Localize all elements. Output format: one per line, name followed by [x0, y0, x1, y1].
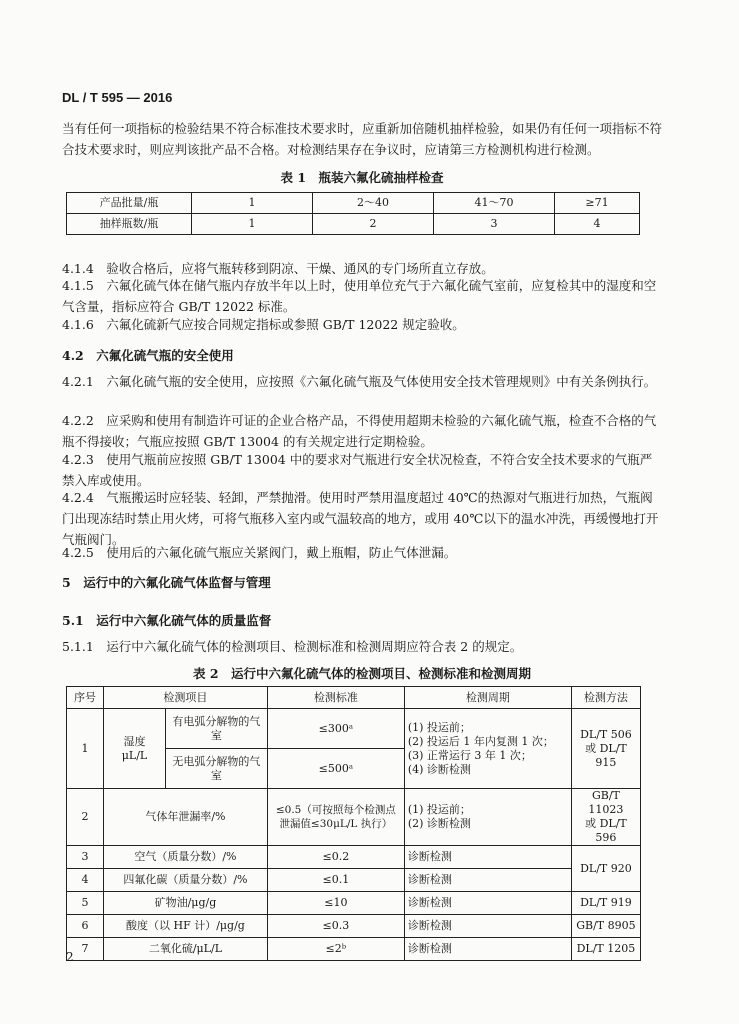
standard-value: ≤0.2: [267, 846, 404, 869]
table-cell: ≥71: [555, 193, 640, 214]
period-cell: (1) 投运前； (2) 诊断检测: [404, 789, 571, 846]
clause-4-1-5: 4.1.5 六氟化硫气体在储气瓶内存放半年以上时，使用单位充气于六氟化硫气室前，应复检其中的湿度和空气含量，指标应符合 GB/T 12022 标准。: [62, 278, 657, 314]
row-number: 2: [67, 789, 104, 846]
table-row: [67, 938, 641, 961]
row-number: 7: [67, 938, 104, 961]
page-number: 2: [66, 950, 74, 964]
row-number: 5: [67, 892, 104, 915]
heading-4-2: 4.2 六氟化硫气瓶的安全使用: [62, 348, 234, 363]
sub-item: 无电弧分解物的气室: [166, 749, 268, 789]
header-cell: 检测标准: [267, 687, 404, 709]
table-row: [67, 789, 641, 846]
table-cell: 4: [555, 214, 640, 235]
table-row: [67, 869, 641, 892]
table-row: [67, 846, 641, 869]
method-cell: GB/T 8905: [571, 915, 640, 938]
row-number: 6: [67, 915, 104, 938]
row-number: 1: [67, 709, 104, 789]
standard-value: ≤10: [267, 892, 404, 915]
intro-paragraph: 当有任何一项指标的检验结果不符合标准技术要求时，应重新加倍随机抽样检验，如果仍有任何一项指标不符合技术要求时，则应判该批产品不合格。对检测结果存在争议时，应请第三方检测机构进行检测。: [62, 121, 663, 157]
header-cell: 检测周期: [404, 687, 571, 709]
item-name: 空气（质量分数）/%: [104, 846, 268, 869]
clause-4-2-5: 4.2.5 使用后的六氟化硫气瓶应关紧阀门，戴上瓶帽，防止气体泄漏。: [62, 545, 457, 560]
table2-caption: 表 2 运行中六氟化硫气体的检测项目、检测标准和检测周期: [192, 666, 532, 681]
clause-4-2-2: 4.2.2 应采购和使用有制造许可证的企业合格产品，不得使用超期未检验的六氟化硫气瓶，检查不合格的气瓶不得接收；气瓶应按照 GB/T 13004 的有关规定进行定期检验。: [62, 413, 657, 449]
table-cell: 41～70: [434, 193, 555, 214]
item-name: 酸度（以 HF 计）/μg/g: [104, 915, 268, 938]
table-cell: 1: [192, 214, 313, 235]
row-number: 3: [67, 846, 104, 869]
standard-header: DL / T 595 — 2016: [62, 90, 173, 105]
standard-value: ≤0.3: [267, 915, 404, 938]
item-name: 四氟化碳（质量分数）/%: [104, 869, 268, 892]
standard-value: ≤0.1: [267, 869, 404, 892]
table-cell: 3: [434, 214, 555, 235]
row-number: 4: [67, 869, 104, 892]
table2: [66, 686, 641, 961]
table1-caption: 表 1 瓶装六氟化硫抽样检查: [280, 170, 444, 185]
period-cell: (1) 投运前； (2) 投运后 1 年内复测 1 次； (3) 正常运行 3 年 1 次； (4) 诊断检测: [404, 709, 571, 789]
table-cell: 2～40: [313, 193, 434, 214]
table-cell: 2: [313, 214, 434, 235]
item-name: 矿物油/μg/g: [104, 892, 268, 915]
period-cell: 诊断检测: [404, 892, 571, 915]
method-cell: DL/T 506 或 DL/T 915: [571, 709, 640, 789]
table-row: [67, 709, 641, 749]
period-cell: 诊断检测: [404, 938, 571, 961]
method-cell: DL/T 919: [571, 892, 640, 915]
standard-value: ≤500ᵃ: [267, 749, 404, 789]
table-cell: 产品批量/瓶: [67, 193, 192, 214]
period-cell: 诊断检测: [404, 846, 571, 869]
table1-row: [67, 193, 640, 214]
item-name: 二氧化硫/μL/L: [104, 938, 268, 961]
method-cell: GB/T 11023 或 DL/T 596: [571, 789, 640, 846]
clause-4-2-4: 4.2.4 气瓶搬运时应轻装、轻卸，严禁抛滑。使用时严禁用温度超过 40℃的热源对气瓶进行加热，气瓶阀门出现冻结时禁止用火烤，可将气瓶移入室内或气温较高的地方，或用 40℃以下的温水冲洗，再缓慢地打开气瓶阀门。: [62, 490, 659, 547]
table2-header-row: [67, 687, 641, 709]
table-cell: 抽样瓶数/瓶: [67, 214, 192, 235]
method-cell: DL/T 920: [571, 846, 640, 892]
clause-4-1-4: 4.1.4 验收合格后，应将气瓶转移到阴凉、干燥、通风的专门场所直立存放。: [62, 261, 494, 276]
clause-4-2-1: 4.2.1 六氟化硫气瓶的安全使用，应按照《六氟化硫气瓶及气体使用安全技术管理规则》中有关条例执行。: [62, 374, 657, 389]
table-row: [67, 892, 641, 915]
standard-value: ≤300ᵃ: [267, 709, 404, 749]
standard-value: ≤2ᵇ: [267, 938, 404, 961]
period-cell: 诊断检测: [404, 915, 571, 938]
header-cell: 检测项目: [104, 687, 268, 709]
header-cell: 检测方法: [571, 687, 640, 709]
heading-5-1: 5.1 运行中六氟化硫气体的质量监督: [62, 613, 272, 628]
clause-4-2-3: 4.2.3 使用气瓶前应按照 GB/T 13004 中的要求对气瓶进行安全状况检查，不符合安全技术要求的气瓶严禁入库或使用。: [62, 452, 653, 488]
table1: [66, 192, 640, 235]
table1-row: [67, 214, 640, 235]
table-row: [67, 915, 641, 938]
header-cell: 序号: [67, 687, 104, 709]
clause-5-1-1: 5.1.1 运行中六氟化硫气体的检测项目、检测标准和检测周期应符合表 2 的规定。: [62, 639, 523, 654]
method-cell: DL/T 1205: [571, 938, 640, 961]
heading-5: 5 运行中的六氟化硫气体监督与管理: [62, 575, 271, 590]
item-name: 湿度 μL/L: [104, 709, 166, 789]
table-cell: 1: [192, 193, 313, 214]
standard-value: ≤0.5（可按照每个检测点 泄漏值≤30μL/L 执行）: [267, 789, 404, 846]
item-name: 气体年泄漏率/%: [104, 789, 268, 846]
sub-item: 有电弧分解物的气室: [166, 709, 268, 749]
clause-4-1-6: 4.1.6 六氟化硫新气应按合同规定指标或参照 GB/T 12022 规定验收。: [62, 317, 465, 332]
period-cell: 诊断检测: [404, 869, 571, 892]
